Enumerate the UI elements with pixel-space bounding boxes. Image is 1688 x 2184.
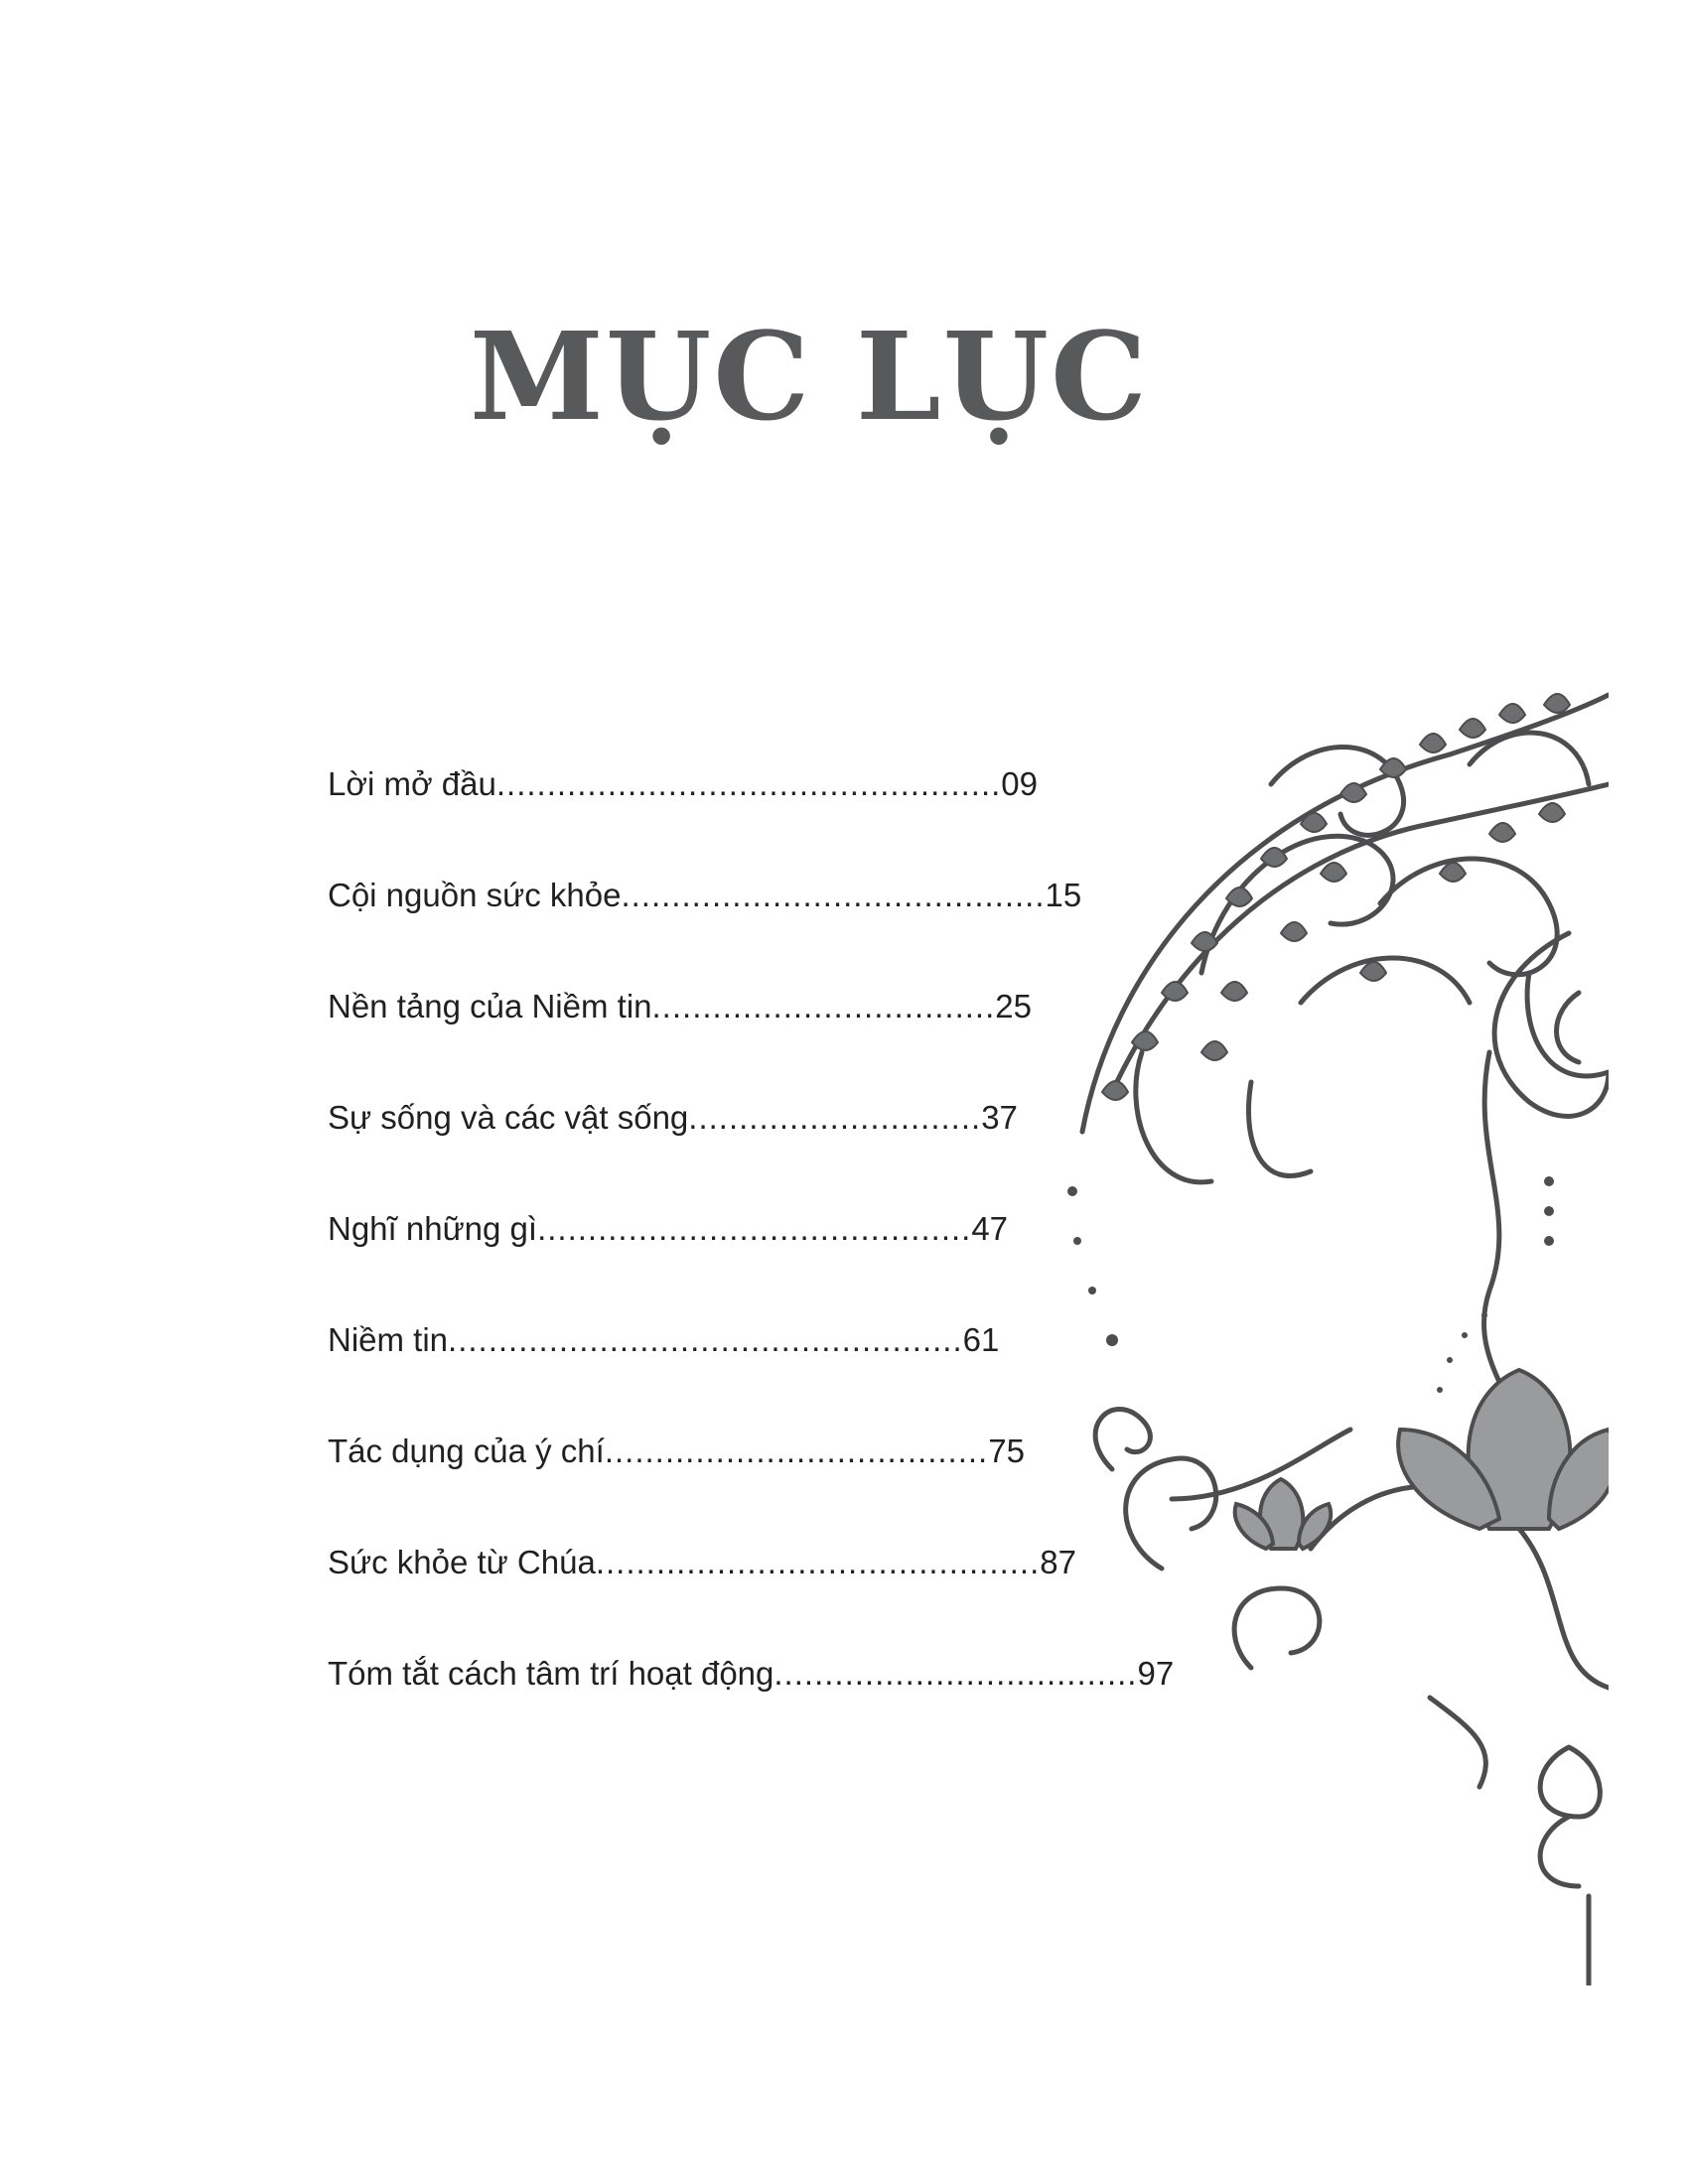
toc-leader-dots: .................................................. — [495, 765, 1002, 802]
toc-leader-dots: .................................. — [651, 988, 996, 1024]
toc-leader-dots: ............................................ — [595, 1544, 1041, 1580]
toc-leader-dots: ...................................... — [604, 1433, 989, 1469]
toc-entry[interactable] — [328, 1098, 1174, 1209]
toc-entry-title: Tóm tắt cách tâm trí hoạt động — [328, 1655, 774, 1692]
toc-entry-title: Lời mở đầu — [328, 765, 496, 802]
toc-entry-title: Sức khỏe từ Chúa — [328, 1544, 596, 1580]
toc-entry[interactable] — [328, 764, 1174, 876]
toc-entry-page: 97 — [1137, 1655, 1175, 1692]
toc-entry-page: 75 — [988, 1433, 1025, 1469]
toc-entry[interactable] — [328, 1209, 1174, 1320]
toc-entry-title: Sự sống và các vật sống — [328, 1099, 689, 1136]
toc-entry-title: Niềm tin — [328, 1321, 449, 1358]
toc-leader-dots: .................................... — [774, 1655, 1138, 1692]
table-of-contents — [328, 764, 1174, 1765]
toc-entry-title: Tác dụng của ý chí — [328, 1433, 605, 1469]
toc-entry-page: 09 — [1001, 765, 1039, 802]
toc-entry-page: 25 — [995, 988, 1032, 1024]
toc-entry[interactable] — [328, 1543, 1174, 1654]
toc-entry-page: 37 — [981, 1099, 1018, 1136]
tree-of-life-lotus-icon — [1053, 675, 1609, 1985]
toc-entry-page: 61 — [962, 1321, 1000, 1358]
toc-entry-title: Cội nguồn sức khỏe — [328, 877, 622, 913]
toc-entry-page: 15 — [1045, 877, 1082, 913]
toc-entry-title: Nền tảng của Niềm tin — [328, 988, 652, 1024]
toc-leader-dots: ................................................... — [448, 1321, 963, 1358]
toc-entry[interactable] — [328, 1654, 1174, 1765]
toc-entry[interactable] — [328, 987, 1174, 1098]
toc-entry-title: Nghĩ những gì — [328, 1210, 538, 1247]
toc-entry[interactable] — [328, 1320, 1174, 1432]
toc-entry-page: 87 — [1040, 1544, 1076, 1580]
page-title: MỤC LỤC — [469, 305, 1150, 448]
toc-leader-dots: .......................................... — [621, 877, 1046, 913]
toc-leader-dots: ............................. — [688, 1099, 982, 1136]
toc-leader-dots: ........................................... — [537, 1210, 972, 1247]
toc-entry[interactable] — [328, 876, 1174, 987]
toc-entry-page: 47 — [971, 1210, 1009, 1247]
toc-entry[interactable] — [328, 1432, 1174, 1543]
